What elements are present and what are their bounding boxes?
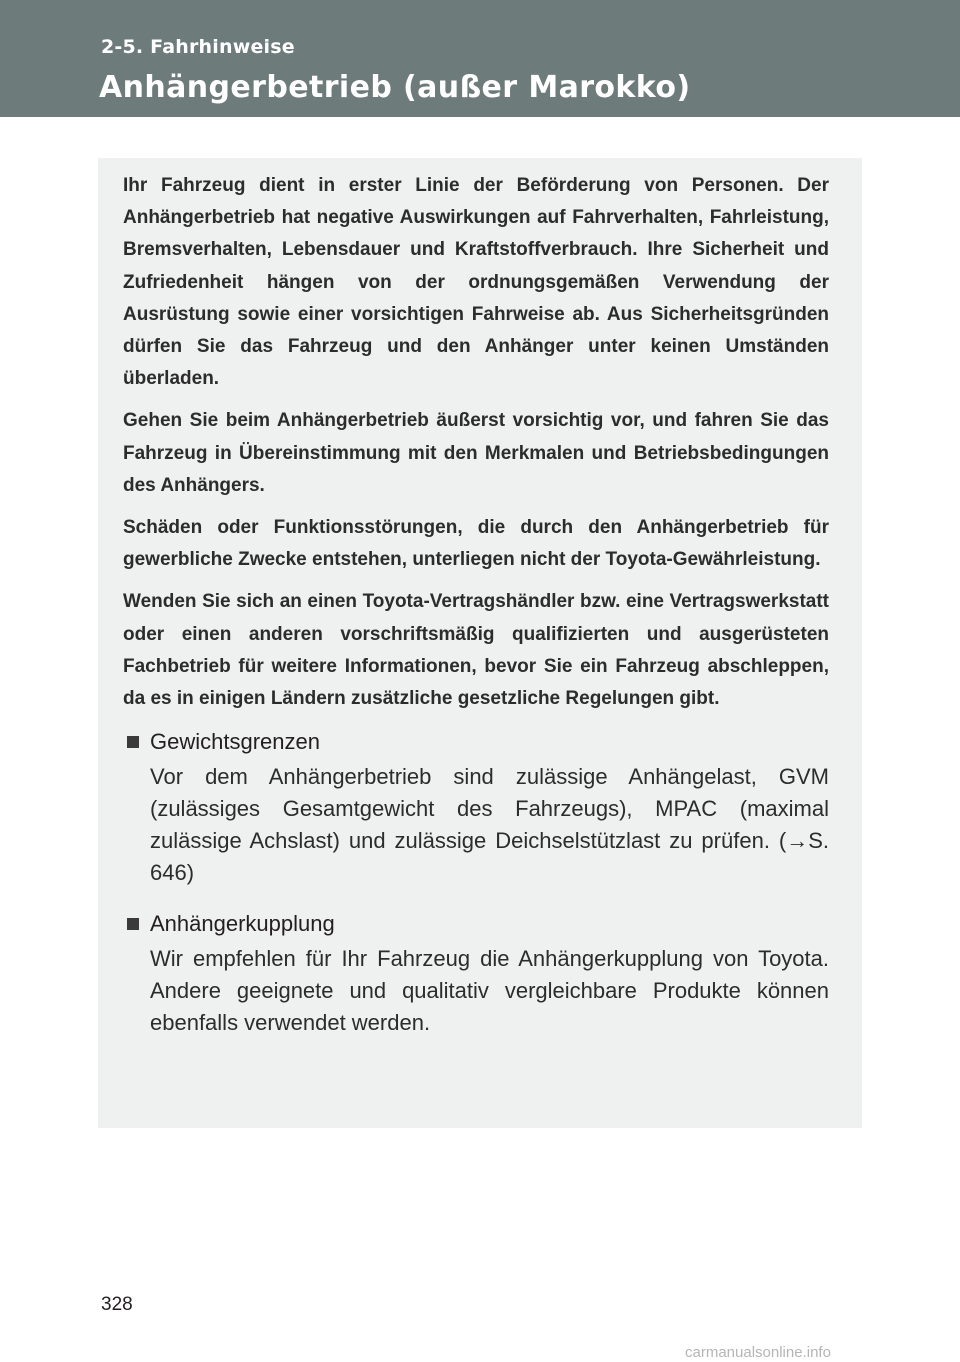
section-label: 2-5. Fahrhinweise (101, 36, 295, 58)
section-weight-limits (123, 727, 829, 889)
page-title: Anhängerbetrieb (außer Marokko) (99, 70, 691, 105)
section-heading-label: Anhängerkupplung (150, 911, 335, 937)
intro-paragraph: Gehen Sie beim Anhängerbetrieb äußerst vorsichtig vor, und fahren Sie das Fahrzeug in Übereinstimmung mit den Merkmalen und Betriebsbedingungen des Anhängers. (123, 410, 829, 496)
page-number: 328 (101, 1294, 133, 1315)
watermark: carmanualsonline.info (685, 1344, 831, 1361)
intro-paragraph: Ihr Fahrzeug dient in erster Linie der Beförderung von Personen. Der Anhängerbetrieb hat negative Auswirkungen auf Fahrverhalten, Fahrleistung, Bremsverhalten, Lebensdauer und Kraftstoffverbrauch. Ihre Sicherheit und Zufriedenheit hängen von der ordnungsgemäßen Verwendung der Ausrüstung sowie einer vorsichtigen Fahrweise ab. Aus Sicherheitsgründen dürfen Sie das Fahrzeug und den Anhänger unter keinen Umständen überladen. (123, 175, 829, 390)
section-trailer-hitch (123, 909, 829, 1039)
intro-paragraph: Schäden oder Funktionsstörungen, die durch den Anhängerbetrieb für gewerbliche Zwecke entstehen, unterliegen nicht der Toyota-Gewährleistung. (123, 517, 829, 571)
intro-paragraph: Wenden Sie sich an einen Toyota-Vertragshändler bzw. eine Vertragswerkstatt oder einen anderen vorschriftsmäßig qualifizierten und ausgerüsteten Fachbetrieb für weitere Informationen, bevor Sie ein Fahrzeug abschleppen, da es in einigen Ländern zusätzliche gesetzliche Regelungen gibt. (123, 591, 829, 710)
section-heading (123, 909, 829, 939)
section-heading-label: Gewichtsgrenzen (150, 729, 320, 755)
square-bullet-icon (127, 918, 139, 930)
section-heading (123, 727, 829, 757)
page-header (0, 0, 960, 117)
intro-text (123, 170, 829, 715)
section-body: Wir empfehlen für Ihr Fahrzeug die Anhängerkupplung von Toyota. Andere geeignete und qualitativ vergleichbare Produkte können ebenfalls verwendet werden. (150, 946, 829, 1036)
square-bullet-icon (127, 736, 139, 748)
content-box (98, 158, 862, 1128)
section-body: Vor dem Anhängerbetrieb sind zulässige Anhängelast, GVM (zulässiges Gesamtgewicht des Fahrzeugs), MPAC (maximal zulässige Achslast) und zulässige Deichselstützlast zu prüfen. (→S. 646) (150, 764, 829, 886)
